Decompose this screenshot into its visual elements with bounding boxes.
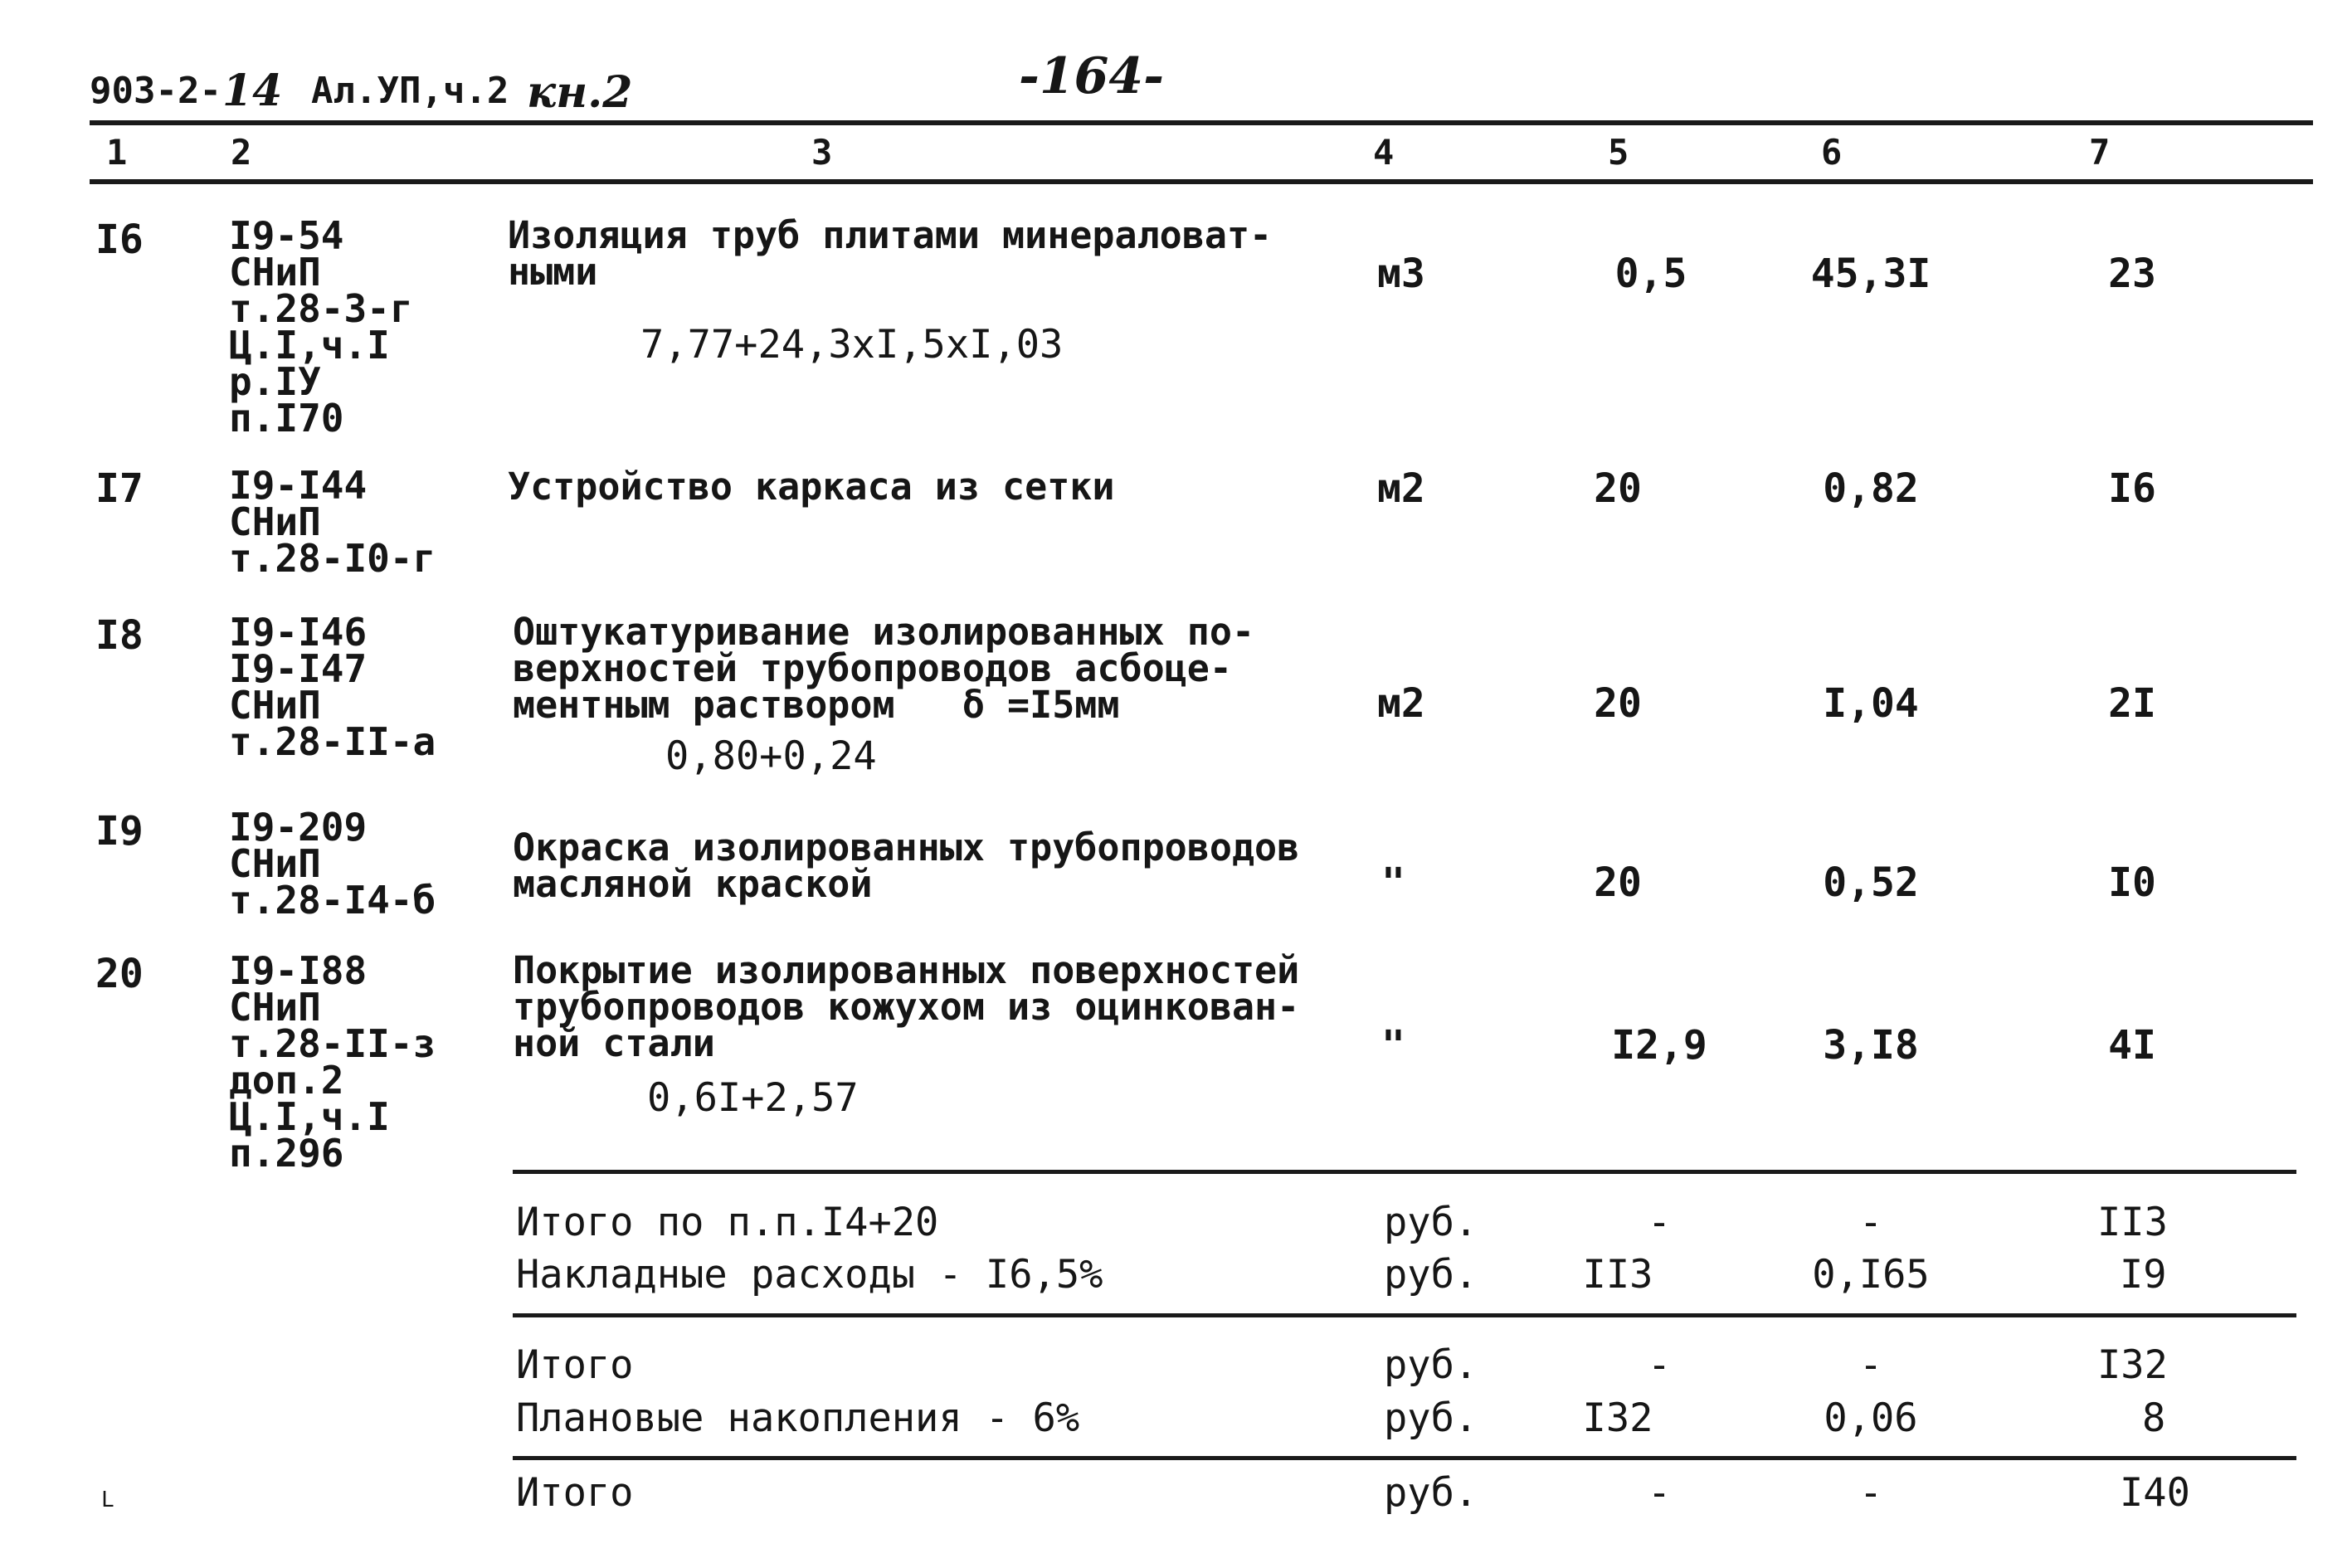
summary-price: - <box>1858 1470 1883 1516</box>
quantity: 20 <box>1594 680 1642 727</box>
summary-unit: руб. <box>1384 1470 1478 1516</box>
total-cost: 2I <box>2108 680 2156 727</box>
norm-reference: I9-I46 I9-I47 СНиП т.28-II-а <box>229 610 436 764</box>
summary-qty: I32 <box>1582 1395 1653 1441</box>
unit: м2 <box>1377 465 1425 512</box>
summary-price: - <box>1858 1342 1883 1388</box>
summary-price: 0,06 <box>1824 1395 1918 1441</box>
work-description: Окраска изолированных трубопроводов масляной краской <box>513 825 1300 906</box>
work-description: Устройство каркаса из сетки <box>508 465 1115 509</box>
quantity: 20 <box>1594 859 1642 906</box>
unit: " <box>1381 859 1405 906</box>
summary-total: I40 <box>2120 1470 2190 1516</box>
col-1: 1 <box>106 132 128 173</box>
summary-label: Итого <box>516 1470 634 1516</box>
summary-unit: руб. <box>1384 1395 1478 1441</box>
doc-code: 903-2- <box>90 70 222 112</box>
header-top-rule <box>90 120 2313 125</box>
summary-total: I32 <box>2097 1342 2168 1388</box>
summary-label: Плановые накопления - 6% <box>516 1395 1080 1441</box>
row-number: I7 <box>95 465 144 512</box>
doc-code-handwritten: 14 <box>222 66 283 116</box>
unit-price: I,04 <box>1823 680 1919 727</box>
work-description: Изоляция труб плитами минераловат- ными <box>508 213 1273 294</box>
summary-label: Итого <box>516 1342 634 1388</box>
summary-label: Накладные расходы - I6,5% <box>516 1252 1103 1298</box>
corner-mark: L <box>101 1488 114 1512</box>
calculation: 0,80+0,24 <box>665 733 877 779</box>
row-number: I8 <box>95 612 144 659</box>
page-number: -164- <box>1019 47 1165 105</box>
total-cost: 23 <box>2108 251 2156 297</box>
unit: м3 <box>1377 251 1425 297</box>
unit-price: 3,I8 <box>1823 1022 1919 1069</box>
norm-reference: I9-I88 СНиП т.28-II-з доп.2 Ц.I,ч.I п.296 <box>229 948 436 1176</box>
quantity: I2,9 <box>1611 1022 1707 1069</box>
row-number: 20 <box>95 951 144 997</box>
quantity: 20 <box>1594 465 1642 512</box>
summary-qty: - <box>1647 1342 1672 1388</box>
unit-price: 45,3I <box>1810 251 1931 297</box>
summary-unit: руб. <box>1384 1200 1478 1245</box>
summary-unit: руб. <box>1384 1252 1478 1298</box>
work-description: Оштукатуривание изолированных по- верхностей трубопроводов асбоце- ментным раствором δ =I5мм <box>513 610 1255 727</box>
album-label: Ал.УП,ч.2 <box>311 70 509 112</box>
summary-qty: - <box>1647 1200 1672 1245</box>
unit: " <box>1381 1022 1405 1069</box>
summary-label: Итого по п.п.I4+20 <box>516 1200 939 1245</box>
summary-qty: II3 <box>1582 1252 1653 1298</box>
summary-total: II3 <box>2097 1200 2168 1245</box>
summary-total: 8 <box>2142 1395 2166 1441</box>
summary-total: I9 <box>2120 1252 2167 1298</box>
unit-price: 0,82 <box>1823 465 1919 512</box>
work-description: Покрытие изолированных поверхностей трубопроводов кожухом из оцинкован- ной стали <box>513 948 1300 1065</box>
summary-rule-3 <box>513 1456 2296 1460</box>
summary-price: - <box>1858 1200 1883 1245</box>
norm-reference: I9-54 СНиП т.28-3-г Ц.I,ч.I р.IУ п.I70 <box>229 213 413 441</box>
unit-price: 0,52 <box>1823 859 1919 906</box>
total-cost: I6 <box>2108 465 2156 512</box>
summary-rule-1 <box>513 1170 2296 1174</box>
calculation: 7,77+24,3хI,5хI,03 <box>640 322 1064 368</box>
unit: м2 <box>1377 680 1425 727</box>
norm-reference: I9-209 СНиП т.28-I4-б <box>229 805 436 923</box>
row-number: I6 <box>95 217 144 263</box>
calculation: 0,6I+2,57 <box>647 1075 859 1121</box>
col-6: 6 <box>1821 132 1843 173</box>
summary-price: 0,I65 <box>1812 1252 1930 1298</box>
header-bottom-rule <box>90 179 2313 184</box>
book-handwritten: кн.2 <box>527 67 633 118</box>
summary-rule-2 <box>513 1313 2296 1317</box>
quantity: 0,5 <box>1614 251 1687 297</box>
total-cost: 4I <box>2108 1022 2156 1069</box>
col-4: 4 <box>1373 132 1395 173</box>
col-3: 3 <box>811 132 833 173</box>
total-cost: I0 <box>2108 859 2156 906</box>
summary-qty: - <box>1647 1470 1672 1516</box>
col-7: 7 <box>2089 132 2111 173</box>
norm-reference: I9-I44 СНиП т.28-I0-г <box>229 463 436 581</box>
summary-unit: руб. <box>1384 1342 1478 1388</box>
col-2: 2 <box>231 132 252 173</box>
row-number: I9 <box>95 808 144 855</box>
col-5: 5 <box>1608 132 1629 173</box>
